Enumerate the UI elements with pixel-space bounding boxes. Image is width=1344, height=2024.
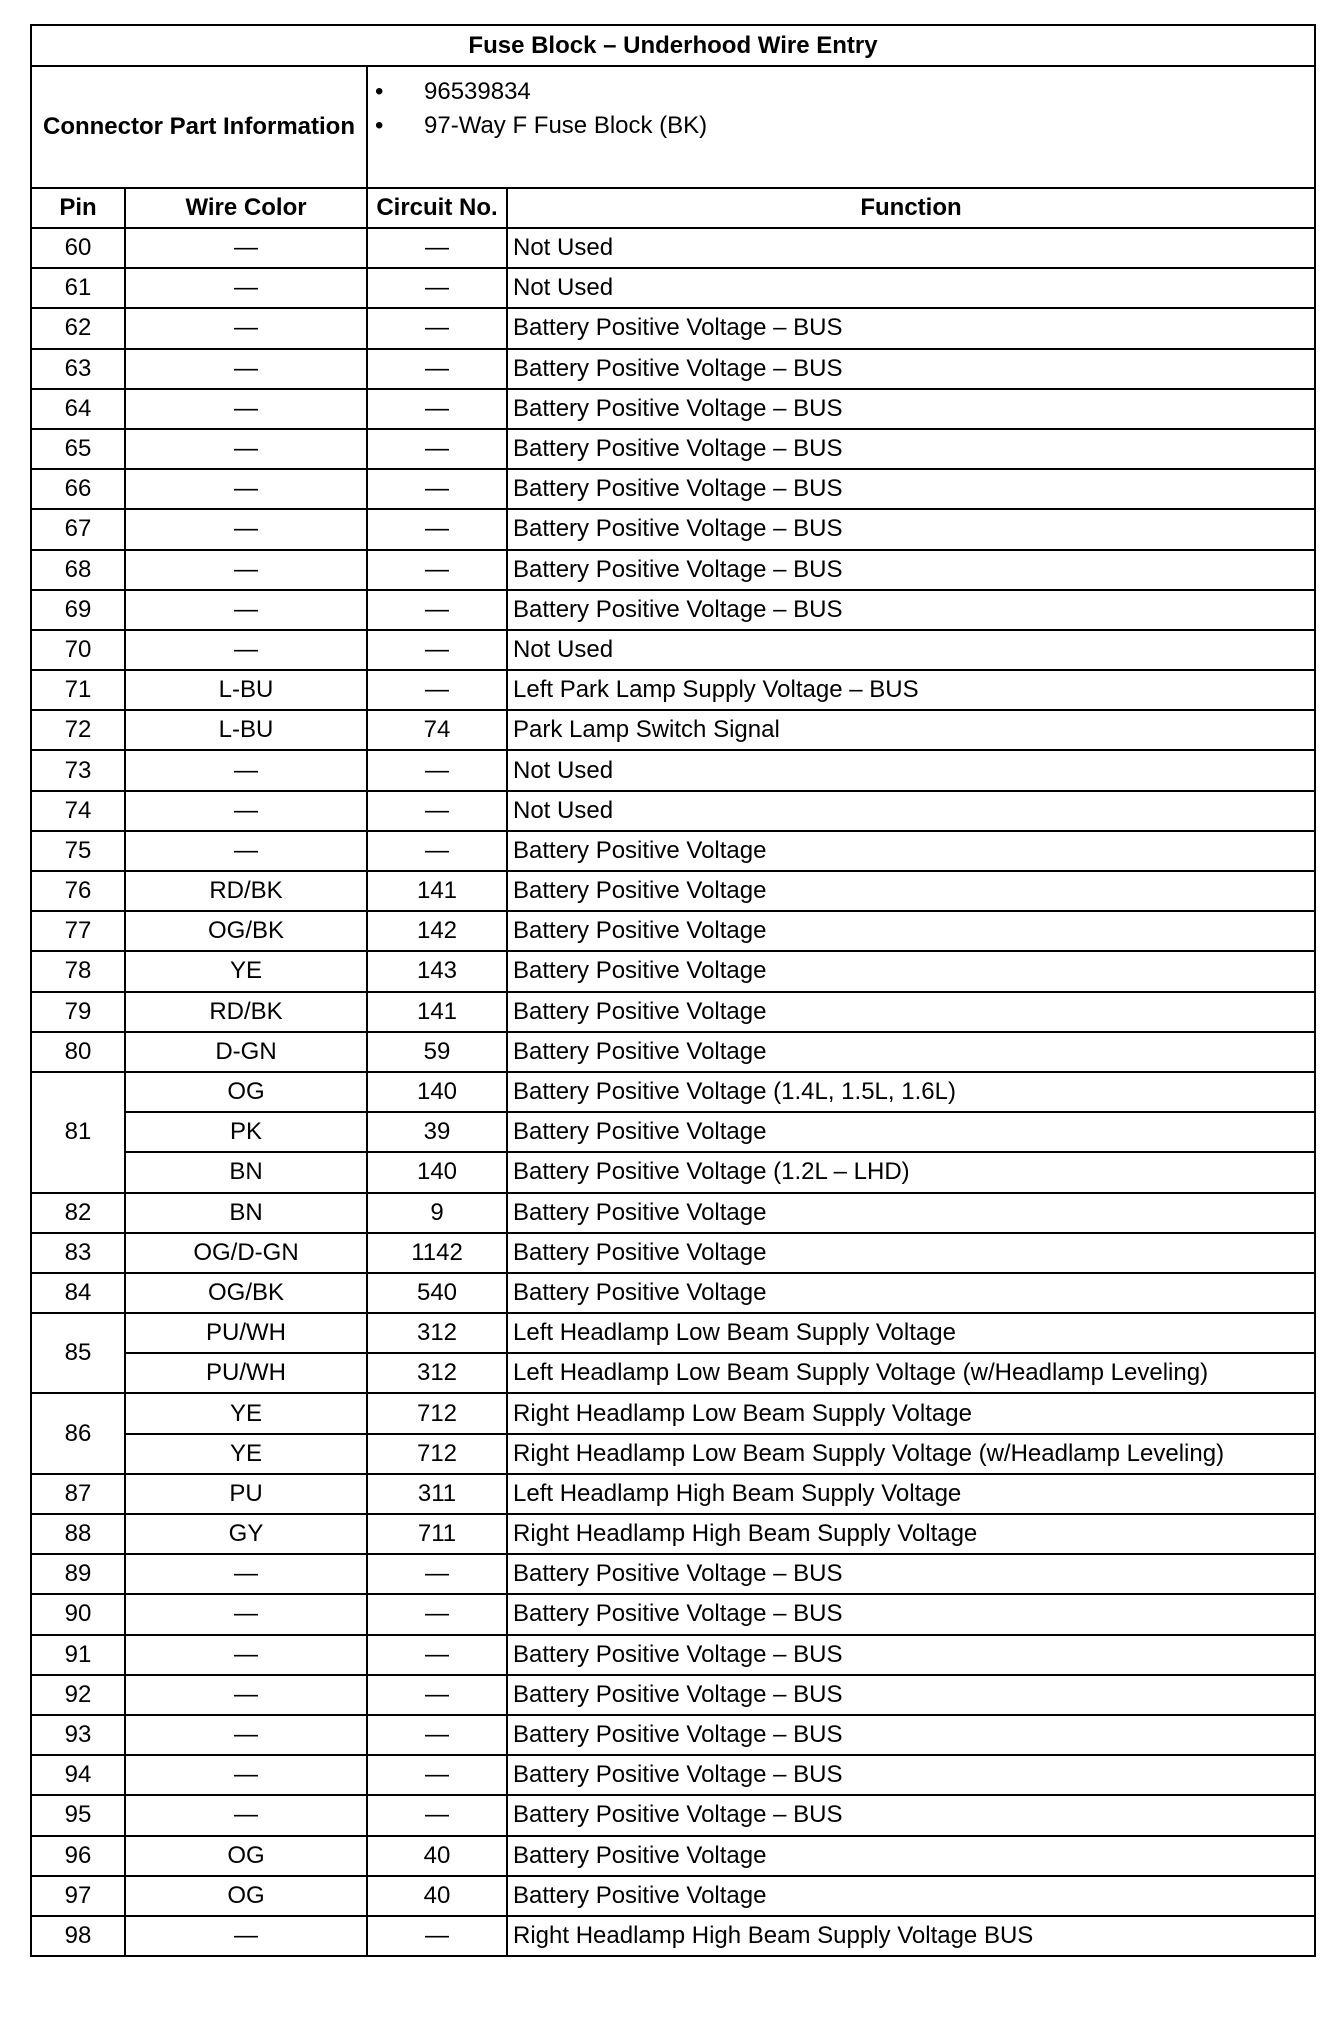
pin-cell: 73: [31, 750, 125, 790]
column-header-row: [31, 188, 1315, 228]
function-cell: Battery Positive Voltage – BUS: [507, 469, 1315, 509]
wire-color-cell: —: [125, 349, 367, 389]
pin-cell: 98: [31, 1916, 125, 1956]
function-cell: Park Lamp Switch Signal: [507, 710, 1315, 750]
pin-cell: 60: [31, 228, 125, 268]
wire-color-cell: BN: [125, 1193, 367, 1233]
table-row: [31, 1313, 1315, 1353]
function-cell: Not Used: [507, 750, 1315, 790]
pin-cell: 82: [31, 1193, 125, 1233]
circuit-cell: 74: [367, 710, 507, 750]
function-cell: Battery Positive Voltage: [507, 871, 1315, 911]
wire-color-cell: —: [125, 1715, 367, 1755]
circuit-cell: 142: [367, 911, 507, 951]
circuit-cell: 1142: [367, 1233, 507, 1273]
connector-info-row: [31, 66, 1315, 188]
wire-color-cell: —: [125, 509, 367, 549]
function-cell: Battery Positive Voltage – BUS: [507, 308, 1315, 348]
wire-color-cell: OG: [125, 1876, 367, 1916]
bullet-icon: •: [375, 78, 384, 105]
table-body: [31, 228, 1315, 1956]
wire-color-cell: PK: [125, 1112, 367, 1152]
wire-color-cell: YE: [125, 1434, 367, 1474]
function-cell: Right Headlamp Low Beam Supply Voltage: [507, 1393, 1315, 1433]
pin-cell: 65: [31, 429, 125, 469]
circuit-cell: —: [367, 590, 507, 630]
function-cell: Battery Positive Voltage: [507, 1112, 1315, 1152]
circuit-cell: —: [367, 630, 507, 670]
table-row: [31, 1635, 1315, 1675]
table-row: [31, 992, 1315, 1032]
wire-color-cell: —: [125, 1675, 367, 1715]
circuit-cell: 712: [367, 1434, 507, 1474]
wire-color-cell: OG: [125, 1836, 367, 1876]
circuit-cell: —: [367, 1675, 507, 1715]
wire-color-cell: —: [125, 791, 367, 831]
circuit-cell: —: [367, 349, 507, 389]
circuit-cell: 143: [367, 951, 507, 991]
pin-cell: 76: [31, 871, 125, 911]
table-row: [31, 1434, 1315, 1474]
function-cell: Battery Positive Voltage – BUS: [507, 1755, 1315, 1795]
wire-color-cell: PU: [125, 1474, 367, 1514]
header-circuit: Circuit No.: [367, 188, 507, 228]
wire-color-cell: —: [125, 268, 367, 308]
pin-cell: 84: [31, 1273, 125, 1313]
pin-cell: 94: [31, 1755, 125, 1795]
pin-cell: 83: [31, 1233, 125, 1273]
wire-color-cell: OG/BK: [125, 1273, 367, 1313]
table-row: [31, 1193, 1315, 1233]
wire-color-cell: OG: [125, 1072, 367, 1112]
function-cell: Battery Positive Voltage: [507, 1273, 1315, 1313]
wire-color-cell: D-GN: [125, 1032, 367, 1072]
wire-color-cell: YE: [125, 951, 367, 991]
function-cell: Battery Positive Voltage: [507, 1233, 1315, 1273]
table-row: [31, 911, 1315, 951]
pin-cell: 85: [31, 1313, 125, 1393]
function-cell: Not Used: [507, 630, 1315, 670]
bullet-icon: •: [375, 112, 384, 139]
table-row: [31, 1353, 1315, 1393]
function-cell: Right Headlamp Low Beam Supply Voltage (w/Headlamp Leveling): [507, 1434, 1315, 1474]
pin-cell: 81: [31, 1072, 125, 1193]
pin-cell: 72: [31, 710, 125, 750]
header-wire-color: Wire Color: [125, 188, 367, 228]
pin-cell: 68: [31, 550, 125, 590]
wire-color-cell: YE: [125, 1393, 367, 1433]
table-row: [31, 268, 1315, 308]
table-row: [31, 871, 1315, 911]
function-cell: Battery Positive Voltage: [507, 951, 1315, 991]
pin-cell: 62: [31, 308, 125, 348]
function-cell: Battery Positive Voltage – BUS: [507, 429, 1315, 469]
wire-color-cell: —: [125, 1594, 367, 1634]
wire-color-cell: —: [125, 590, 367, 630]
pin-cell: 87: [31, 1474, 125, 1514]
pin-cell: 63: [31, 349, 125, 389]
table-row: [31, 710, 1315, 750]
function-cell: Battery Positive Voltage – BUS: [507, 1554, 1315, 1594]
wire-color-cell: RD/BK: [125, 871, 367, 911]
pin-cell: 67: [31, 509, 125, 549]
table-row: [31, 469, 1315, 509]
wire-color-cell: PU/WH: [125, 1313, 367, 1353]
function-cell: Left Headlamp Low Beam Supply Voltage (w/Headlamp Leveling): [507, 1353, 1315, 1393]
pin-cell: 95: [31, 1795, 125, 1835]
function-cell: Battery Positive Voltage: [507, 1876, 1315, 1916]
pin-cell: 70: [31, 630, 125, 670]
title-row: [31, 25, 1315, 66]
function-cell: Battery Positive Voltage – BUS: [507, 1715, 1315, 1755]
table-row: [31, 429, 1315, 469]
function-cell: Battery Positive Voltage: [507, 1193, 1315, 1233]
wire-color-cell: —: [125, 469, 367, 509]
wire-color-cell: —: [125, 429, 367, 469]
table-row: [31, 1715, 1315, 1755]
function-cell: Battery Positive Voltage: [507, 831, 1315, 871]
table-row: [31, 590, 1315, 630]
table-row: [31, 550, 1315, 590]
circuit-cell: —: [367, 670, 507, 710]
wire-color-cell: BN: [125, 1152, 367, 1192]
wire-color-cell: —: [125, 831, 367, 871]
function-cell: Battery Positive Voltage – BUS: [507, 590, 1315, 630]
table-row: [31, 750, 1315, 790]
circuit-cell: —: [367, 791, 507, 831]
wire-color-cell: —: [125, 1554, 367, 1594]
connector-table: [30, 24, 1316, 1957]
circuit-cell: 9: [367, 1193, 507, 1233]
circuit-cell: 311: [367, 1474, 507, 1514]
pin-cell: 78: [31, 951, 125, 991]
circuit-cell: 40: [367, 1836, 507, 1876]
wire-color-cell: OG/BK: [125, 911, 367, 951]
function-cell: Battery Positive Voltage – BUS: [507, 550, 1315, 590]
table-row: [31, 1675, 1315, 1715]
pin-cell: 69: [31, 590, 125, 630]
wire-color-cell: L-BU: [125, 710, 367, 750]
connector-info-list: [368, 75, 1314, 143]
table-row: [31, 389, 1315, 429]
circuit-cell: —: [367, 1795, 507, 1835]
wire-color-cell: GY: [125, 1514, 367, 1554]
table-row: [31, 228, 1315, 268]
function-cell: Left Headlamp High Beam Supply Voltage: [507, 1474, 1315, 1514]
table-title: Fuse Block – Underhood Wire Entry: [31, 25, 1315, 66]
function-cell: Battery Positive Voltage (1.2L – LHD): [507, 1152, 1315, 1192]
pin-cell: 74: [31, 791, 125, 831]
circuit-cell: —: [367, 750, 507, 790]
header-function: Function: [507, 188, 1315, 228]
function-cell: Not Used: [507, 791, 1315, 831]
function-cell: Battery Positive Voltage – BUS: [507, 1594, 1315, 1634]
pin-cell: 80: [31, 1032, 125, 1072]
pin-cell: 75: [31, 831, 125, 871]
circuit-cell: 59: [367, 1032, 507, 1072]
circuit-cell: 39: [367, 1112, 507, 1152]
connector-info-item: [375, 109, 1314, 143]
connector-part-number: 96539834: [424, 78, 531, 105]
connector-info-values: [367, 66, 1315, 188]
pin-cell: 71: [31, 670, 125, 710]
table-row: [31, 951, 1315, 991]
function-cell: Left Headlamp Low Beam Supply Voltage: [507, 1313, 1315, 1353]
wire-color-cell: —: [125, 750, 367, 790]
circuit-cell: —: [367, 1916, 507, 1956]
circuit-cell: —: [367, 268, 507, 308]
circuit-cell: —: [367, 308, 507, 348]
table-row: [31, 308, 1315, 348]
circuit-cell: —: [367, 228, 507, 268]
function-cell: Not Used: [507, 228, 1315, 268]
circuit-cell: 40: [367, 1876, 507, 1916]
table-row: [31, 1393, 1315, 1433]
circuit-cell: 140: [367, 1072, 507, 1112]
pin-cell: 92: [31, 1675, 125, 1715]
table-row: [31, 1795, 1315, 1835]
function-cell: Battery Positive Voltage – BUS: [507, 389, 1315, 429]
circuit-cell: —: [367, 469, 507, 509]
table-row: [31, 1514, 1315, 1554]
pin-cell: 66: [31, 469, 125, 509]
wire-color-cell: L-BU: [125, 670, 367, 710]
circuit-cell: —: [367, 509, 507, 549]
circuit-cell: —: [367, 389, 507, 429]
function-cell: Right Headlamp High Beam Supply Voltage: [507, 1514, 1315, 1554]
pin-cell: 89: [31, 1554, 125, 1594]
wire-color-cell: —: [125, 1916, 367, 1956]
circuit-cell: 711: [367, 1514, 507, 1554]
table-row: [31, 1152, 1315, 1192]
connector-description: 97-Way F Fuse Block (BK): [424, 112, 708, 139]
function-cell: Battery Positive Voltage – BUS: [507, 1635, 1315, 1675]
function-cell: Battery Positive Voltage – BUS: [507, 349, 1315, 389]
wire-color-cell: —: [125, 308, 367, 348]
function-cell: Battery Positive Voltage – BUS: [507, 1675, 1315, 1715]
circuit-cell: 312: [367, 1353, 507, 1393]
wire-color-cell: —: [125, 1635, 367, 1675]
table-row: [31, 630, 1315, 670]
circuit-cell: 712: [367, 1393, 507, 1433]
wire-color-cell: PU/WH: [125, 1353, 367, 1393]
table-row: [31, 1554, 1315, 1594]
pin-cell: 91: [31, 1635, 125, 1675]
header-pin: Pin: [31, 188, 125, 228]
circuit-cell: —: [367, 831, 507, 871]
pin-cell: 93: [31, 1715, 125, 1755]
table-row: [31, 1916, 1315, 1956]
wire-color-cell: —: [125, 1795, 367, 1835]
function-cell: Battery Positive Voltage – BUS: [507, 509, 1315, 549]
table-row: [31, 791, 1315, 831]
table-row: [31, 509, 1315, 549]
circuit-cell: —: [367, 1755, 507, 1795]
function-cell: Right Headlamp High Beam Supply Voltage BUS: [507, 1916, 1315, 1956]
circuit-cell: —: [367, 1715, 507, 1755]
wire-color-cell: —: [125, 1755, 367, 1795]
wire-color-cell: —: [125, 550, 367, 590]
circuit-cell: —: [367, 1594, 507, 1634]
pin-cell: 88: [31, 1514, 125, 1554]
function-cell: Battery Positive Voltage: [507, 911, 1315, 951]
table-row: [31, 1112, 1315, 1152]
function-cell: Left Park Lamp Supply Voltage – BUS: [507, 670, 1315, 710]
table-row: [31, 831, 1315, 871]
wire-color-cell: —: [125, 389, 367, 429]
function-cell: Battery Positive Voltage (1.4L, 1.5L, 1.6L): [507, 1072, 1315, 1112]
table-row: [31, 1594, 1315, 1634]
circuit-cell: 141: [367, 992, 507, 1032]
circuit-cell: 140: [367, 1152, 507, 1192]
function-cell: Not Used: [507, 268, 1315, 308]
table-row: [31, 1032, 1315, 1072]
table-row: [31, 349, 1315, 389]
circuit-cell: —: [367, 550, 507, 590]
circuit-cell: 312: [367, 1313, 507, 1353]
connector-info-label: Connector Part Information: [31, 66, 367, 188]
wire-color-cell: OG/D-GN: [125, 1233, 367, 1273]
circuit-cell: —: [367, 1554, 507, 1594]
pin-cell: 90: [31, 1594, 125, 1634]
circuit-cell: 540: [367, 1273, 507, 1313]
table-row: [31, 670, 1315, 710]
table-row: [31, 1755, 1315, 1795]
circuit-cell: 141: [367, 871, 507, 911]
table-row: [31, 1072, 1315, 1112]
circuit-cell: —: [367, 429, 507, 469]
table-row: [31, 1836, 1315, 1876]
function-cell: Battery Positive Voltage: [507, 1836, 1315, 1876]
circuit-cell: —: [367, 1635, 507, 1675]
wire-color-cell: —: [125, 630, 367, 670]
pin-cell: 77: [31, 911, 125, 951]
table-row: [31, 1233, 1315, 1273]
connector-info-item: [375, 75, 1314, 109]
pin-cell: 86: [31, 1393, 125, 1473]
pin-cell: 64: [31, 389, 125, 429]
function-cell: Battery Positive Voltage – BUS: [507, 1795, 1315, 1835]
table-row: [31, 1876, 1315, 1916]
table-row: [31, 1273, 1315, 1313]
table-row: [31, 1474, 1315, 1514]
wire-color-cell: —: [125, 228, 367, 268]
pin-cell: 61: [31, 268, 125, 308]
pin-cell: 97: [31, 1876, 125, 1916]
wire-color-cell: RD/BK: [125, 992, 367, 1032]
function-cell: Battery Positive Voltage: [507, 992, 1315, 1032]
pin-cell: 96: [31, 1836, 125, 1876]
function-cell: Battery Positive Voltage: [507, 1032, 1315, 1072]
pin-cell: 79: [31, 992, 125, 1032]
